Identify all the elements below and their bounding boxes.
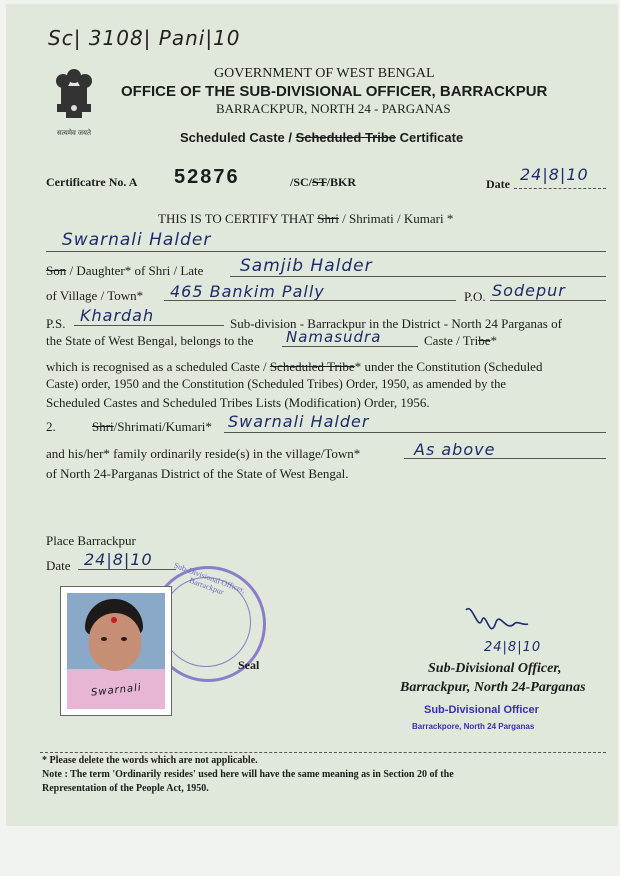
reside-value: As above (414, 440, 496, 459)
issue-date-line (514, 188, 606, 189)
tribe-struck: be (478, 333, 491, 348)
daughter-of-label: / Daughter* of Shri / Late (66, 263, 204, 278)
village-label: of Village / Town* (46, 288, 144, 303)
holder-name: Swarnali Halder (62, 230, 212, 250)
caste-asterisk: * (490, 333, 497, 348)
certify-text: THIS IS TO CERTIFY THAT (158, 211, 318, 226)
reference-note: Sc| 3108| Pani|10 (48, 26, 241, 50)
rec-text-a: which is recognised as a scheduled Caste / (46, 359, 270, 374)
cert-no: 52876 (174, 166, 240, 188)
officer-sign-date: 24|8|10 (484, 640, 542, 655)
holder-name-2-line (224, 432, 606, 433)
title-caste: Scheduled Caste / (180, 130, 296, 145)
recognised-line3: Scheduled Castes and Scheduled Tribes Lists (Modification) Order, 1956. (46, 395, 430, 410)
place-date-label: Date (46, 558, 71, 573)
rec-text-c: * under the Constitution (Scheduled (354, 359, 543, 374)
footer-note-2: Note : The term 'Ordinarily resides' used here will have the same meaning as in Section 20 of the (42, 769, 454, 780)
certify-line (158, 211, 453, 227)
footer-note-1: * Please delete the words which are not applicable. (42, 755, 258, 766)
holder-photo (60, 586, 172, 716)
po-label: P.O. (464, 289, 486, 304)
reside-line (404, 458, 606, 459)
reside-label: and his/her* family ordinarily reside(s) in the village/Town* (46, 446, 361, 461)
caste-value: Namasudra (286, 328, 382, 346)
item2-label (92, 419, 212, 435)
officer-stamp-line1: Sub-Divisional Officer (424, 704, 539, 716)
officer-title-2: Barrackpur, North 24-Parganas (400, 680, 586, 695)
officer-stamp-line2: Barrackpore, North 24 Parganas (412, 722, 535, 731)
holder-name-2: Swarnali Halder (228, 412, 370, 431)
issue-date-value: 24|8|10 (520, 165, 589, 184)
title-certificate: Certificate (396, 130, 464, 145)
officer-title-1: Sub-Divisional Officer, (428, 661, 562, 676)
holder-name-line (46, 251, 606, 252)
place-date-line (78, 569, 176, 570)
father-name-line (230, 276, 606, 277)
cert-code (290, 175, 356, 190)
po-value: Sodepur (492, 281, 566, 300)
place-date-value: 24|8|10 (84, 550, 153, 569)
recognised-line1 (46, 359, 542, 375)
footer-note-3: Representation of the People Act, 1950. (42, 783, 209, 794)
place-label: Place Barrackpur (46, 533, 136, 548)
code-bkr: /BKR (326, 175, 357, 189)
parent-label (46, 263, 203, 279)
certify-options: / Shrimati / Kumari * (338, 211, 454, 226)
item2-options: /Shrimati/Kumari* (113, 419, 212, 434)
rec-tribe-struck: Scheduled Tribe (269, 359, 355, 374)
seal-ring-text: Sub-Divisional Officer, Barrackpur (172, 560, 247, 597)
code-st-struck: ST (312, 175, 327, 189)
seal-label: Seal (238, 658, 260, 672)
item2-shri-struck: Shri (92, 419, 114, 434)
emblem-caption: सत्यमेव जयते (57, 129, 91, 137)
item2-number: 2. (46, 419, 56, 434)
village-value: 465 Bankim Pally (170, 282, 325, 301)
state-line: the State of West Bengal, belongs to the (46, 333, 254, 348)
son-struck: Son (46, 263, 67, 278)
footer-divider (40, 752, 606, 753)
govt-heading: GOVERNMENT OF WEST BENGAL (214, 66, 435, 81)
reside-line2: of North 24-Parganas District of the State of West Bengal. (46, 466, 349, 481)
village-line (164, 300, 456, 301)
cert-no-label: Certificatre No. A (46, 175, 138, 189)
certificate-title (180, 130, 463, 145)
state-emblem-icon (52, 64, 96, 136)
caste-tail (424, 333, 497, 349)
recognised-line2: Caste) order, 1950 and the Constitution (Scheduled Tribes) Order, 1950, as amended by the (46, 377, 506, 391)
office-address: BARRACKPUR, NORTH 24 - PARGANAS (216, 101, 451, 116)
title-tribe-struck: Scheduled Tribe (295, 130, 397, 145)
certify-shri-struck: Shri (317, 211, 339, 226)
father-name: Samjib Halder (240, 256, 373, 276)
code-sc: /SC/ (290, 175, 313, 189)
caste-tail-text: Caste / Tri (424, 333, 479, 348)
office-heading: OFFICE OF THE SUB-DIVISIONAL OFFICER, BARRACKPUR (121, 83, 548, 100)
ps-line (74, 325, 224, 326)
subdivision-text: Sub-division - Barrackpur in the District - North 24 Parganas of (230, 316, 562, 331)
po-line (490, 300, 606, 301)
photo-signature: Swarnali (90, 682, 143, 699)
caste-line (282, 346, 418, 347)
issue-date-label: Date (486, 177, 510, 191)
ps-value: Khardah (80, 306, 155, 325)
ps-label: P.S. (46, 316, 66, 331)
